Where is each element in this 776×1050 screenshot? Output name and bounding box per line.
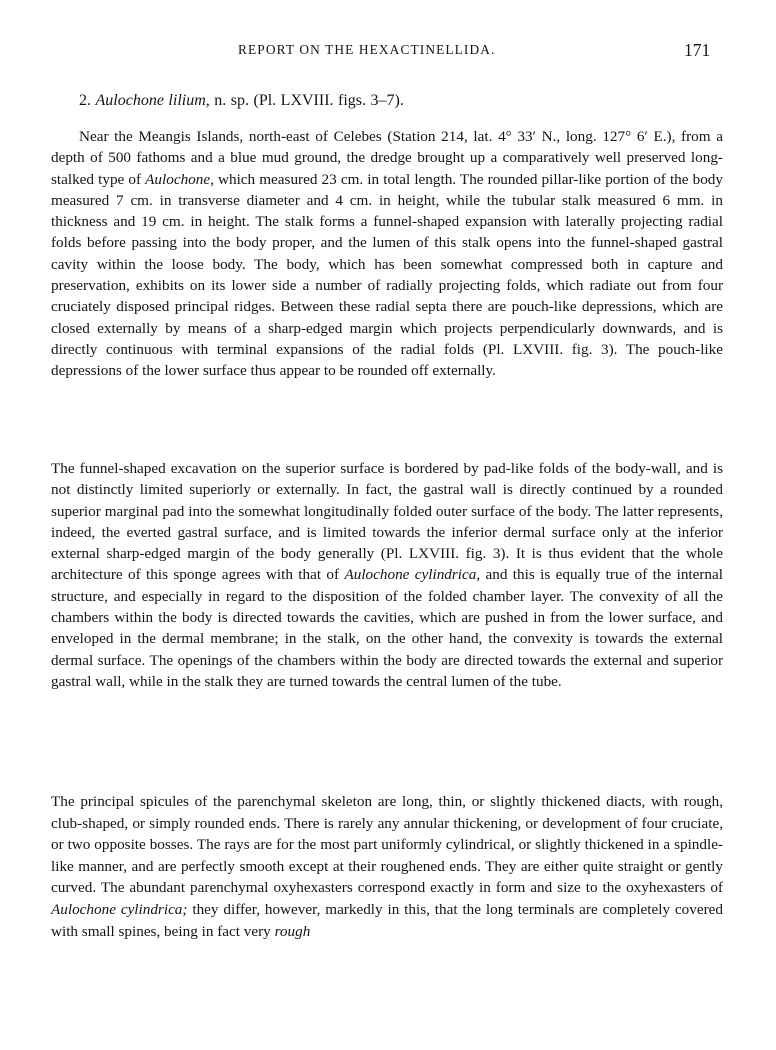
heading-rest: , n. sp. (Pl. LXVIII. figs. 3–7).	[205, 92, 404, 109]
text-run: Near the Meangis Islands, north-east of Celebes (Station 214, lat. 4° 33′ N., long. 127° 6′ E.), from a depth of 500 fathoms and a blue mud ground, the dredge brought up a comparatively well preserved long-stalked type of	[51, 128, 723, 188]
heading-genus: Aulochone	[95, 92, 164, 109]
italic-run: Aulochone cylindrica;	[51, 900, 188, 918]
italic-run: rough	[274, 922, 311, 940]
italic-run: Aulochone	[145, 170, 211, 188]
running-head	[0, 40, 776, 64]
text-run: The principal spicules of the parenchymal skeleton are long, thin, or slightly thickened diacts, with rough, club-shaped, or simply rounded ends. There is rarely any annular thickening, or development of four cruciate, or two opposite bosses. The rays are for the most part uniformly cylindrical, or slightly thickened in a spindle-like manner, and are perfectly smooth except at their roughened ends. They are either quite straight or gently curved. The abundant parenchymal oxyhexasters correspond exactly in form and size to the oxyhexasters of	[51, 793, 723, 897]
heading-number: 2.	[79, 92, 91, 109]
text-run: , which measured 23 cm. in total length. The rounded pillar-like portion of the body measured 7 cm. in transverse diameter and 4 cm. in height, while the tubular stalk measured 6 mm. in thickness and 19 cm. in height. The stalk forms a funnel-shaped expansion with laterally projecting radial folds before passing into the body proper, and the lumen of this stalk opens into the funnel-shaped gastral cavity within the loose body. The body, which has been somewhat compressed both in capture and preservation, exhibits on its lower side a number of radially projecting folds, which radiate out from four cruciately disposed principal ridges. Between these radial septa there are pouch-like depressions, which are closed externally by means of a sharp-edged margin which projects perpendicularly downwards, and is directly continuous with terminal expansions of the radial folds (Pl. LXVIII. fig. 3). The pouch-like depressions of the lower surface thus appear to be rounded off externally.	[51, 170, 723, 380]
running-title: REPORT ON THE HEXACTINELLIDA.	[238, 42, 496, 57]
page-number: 171	[684, 40, 711, 60]
text-run: they differ, however, markedly in this, that the long terminals are completely covered with small spines, being in fact very	[51, 900, 723, 940]
species-heading	[79, 92, 404, 110]
paragraph-2	[51, 458, 723, 692]
text-run: The funnel-shaped excavation on the superior surface is bordered by pad-like folds of the body-wall, and is not distinctly limited superiorly or externally. In fact, the gastral wall is directly continued by a rounded superior marginal pad into the somewhat longitudinally folded outer surface of the body. The latter represents, indeed, the everted gastral surface, and is limited towards the inferior dermal surface only at the inferior external sharp-edged margin of the body generally (Pl. LXVIII. fig. 3). It is thus evident that the whole architecture of this sponge agrees with that of	[51, 460, 723, 584]
paragraph-3	[51, 791, 723, 942]
italic-run: Aulochone cylindrica	[344, 566, 477, 584]
heading-species: lilium	[168, 92, 206, 109]
text-run: , and this is equally true of the internal structure, and especially in regard to the disposition of the folded chamber layer. The convexity of all the chambers within the body is directed towards the cavities, which are pushed in from the lower surface, and enveloped in the dermal membrane; in the stalk, on the other hand, the convexity is towards the external dermal surface. The openings of the chambers within the body are directed towards the external and superior gastral wall, while in the stalk they are turned towards the central lumen of the tube.	[51, 566, 723, 690]
paragraph-1	[51, 126, 723, 382]
